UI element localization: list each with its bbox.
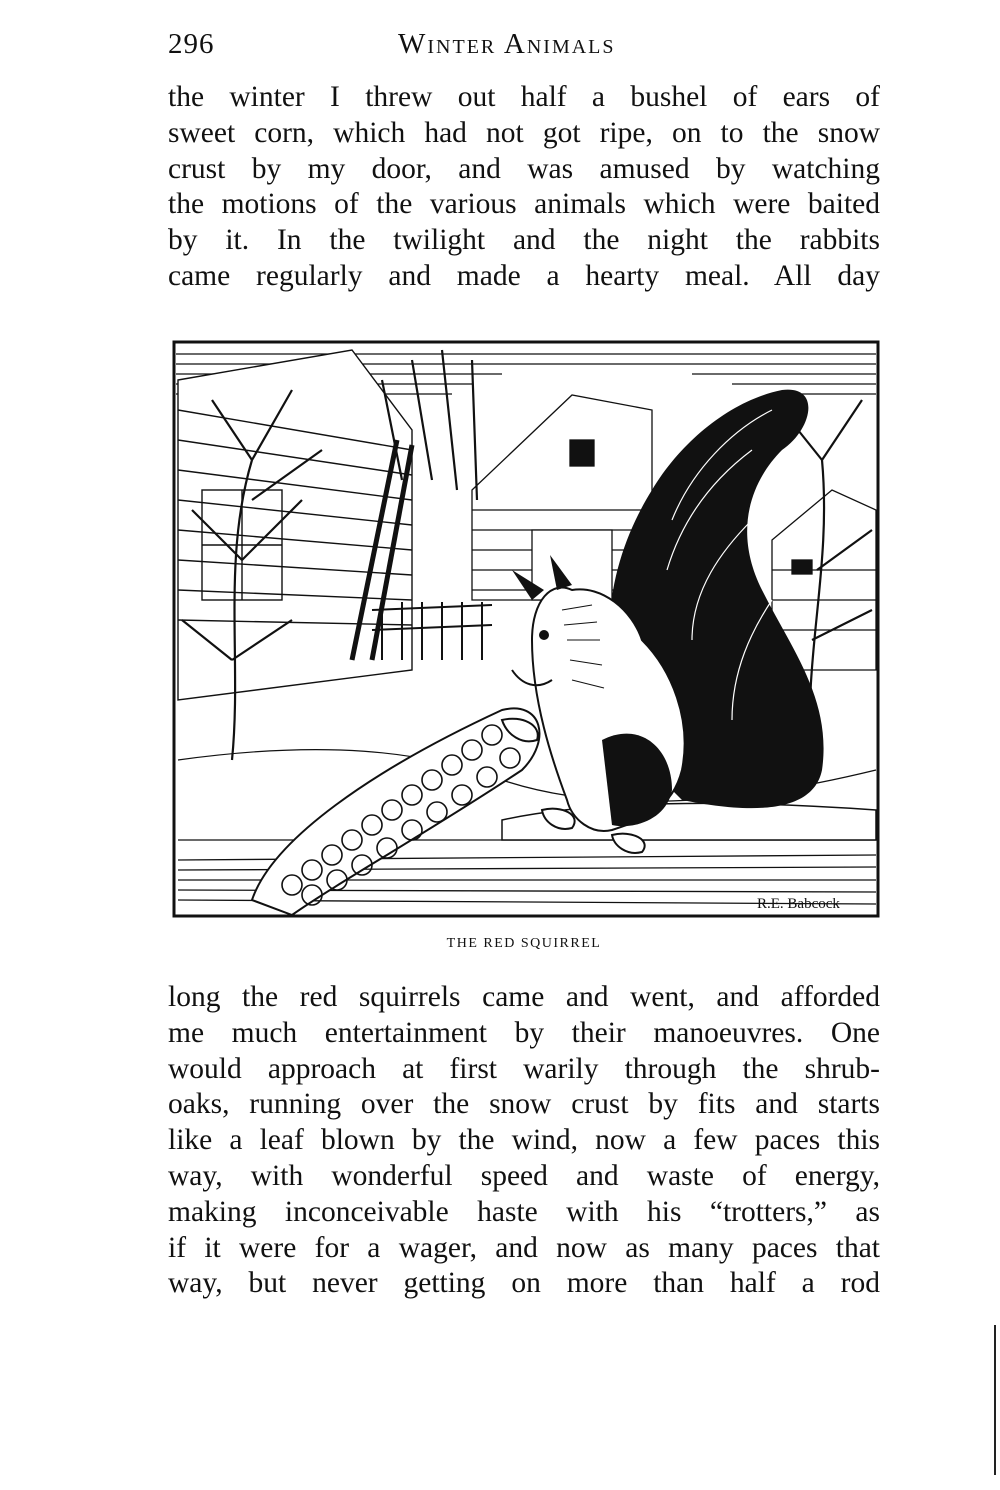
text-line: the motions of the various animals which were baited xyxy=(168,188,880,221)
text-line: way, but never getting on more than half a rod xyxy=(168,1267,880,1300)
text-line: like a leaf blown by the wind, now a few paces this xyxy=(168,1124,880,1157)
text-line: the winter I threw out half a bushel of ears of xyxy=(168,81,880,113)
artist-signature: R.E. Babcock xyxy=(757,896,840,912)
text-line: if it were for a wager, and now as many paces that xyxy=(168,1231,880,1264)
paragraph-top xyxy=(168,80,880,295)
text-line: sweet corn, which had not got ripe, on to the snow xyxy=(168,116,880,149)
text-line: me much entertainment by their manoeuvres. One xyxy=(168,1016,880,1049)
text-line: by it. In the twilight and the night the rabbits xyxy=(168,224,880,257)
text-line: way, with wonderful speed and waste of energy, xyxy=(168,1159,880,1192)
page-edge-line xyxy=(994,1325,996,1475)
text-line: crust by my door, and was amused by watching xyxy=(168,152,880,185)
text-line: making inconceivable haste with his “trotters,” as xyxy=(168,1195,880,1228)
paragraph-bottom xyxy=(168,980,880,1302)
text-line: oaks, running over the snow crust by fits and starts xyxy=(168,1088,880,1121)
text-line: came regularly and made a hearty meal. All day xyxy=(168,259,880,292)
page-number: 296 xyxy=(168,28,215,60)
running-head xyxy=(168,28,880,72)
figure-caption: THE RED SQUIRREL xyxy=(446,936,602,951)
running-title: Winter Animals xyxy=(398,28,616,60)
text-line: long the red squirrels came and went, and afforded xyxy=(168,981,880,1013)
text-line: would approach at first warily through the shrub- xyxy=(168,1052,880,1085)
red-squirrel-illustration xyxy=(172,340,880,918)
